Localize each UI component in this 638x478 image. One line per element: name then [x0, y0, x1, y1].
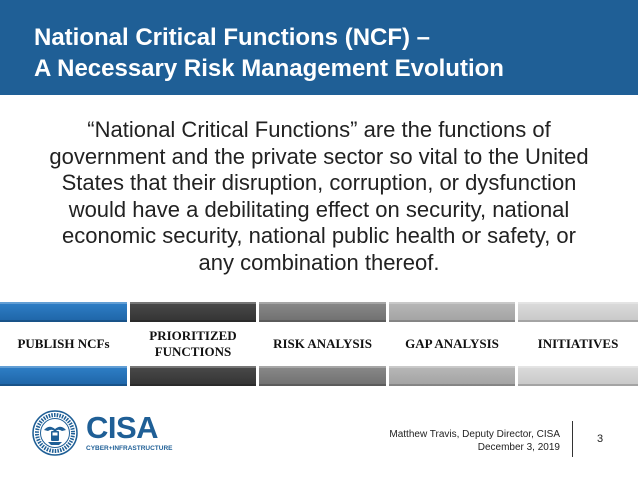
quote-line: would have a debilitating effect on security, national — [68, 196, 570, 222]
step-band-bottom-gap — [389, 366, 515, 386]
step-band-top-risk — [259, 302, 386, 322]
quote-line: economic security, national public health or safety, or — [61, 223, 576, 249]
step-band-bottom-risk — [259, 366, 386, 386]
quote-line: any combination thereof. — [198, 249, 440, 275]
cisa-subtitle: CYBER+INFRASTRUCTURE — [86, 445, 173, 452]
step-prioritized-functions: PRIORITIZED FUNCTIONS — [149, 328, 237, 359]
presenter-name: Matthew Travis, Deputy Director, CISA — [389, 429, 560, 440]
step-gap-analysis: GAP ANALYSIS — [405, 336, 499, 351]
presentation-date: December 3, 2019 — [477, 442, 560, 453]
step-band-bottom-prioritized — [130, 366, 256, 386]
page-number: 3 — [596, 433, 604, 445]
step-band-top-gap — [389, 302, 515, 322]
slide-title-line-1: National Critical Functions (NCF) – — [34, 24, 431, 51]
step-publish-ncfs: PUBLISH NCFs — [17, 336, 110, 351]
step-initiatives: INITIATIVES — [537, 336, 619, 351]
footer-divider — [572, 421, 573, 457]
title-banner — [0, 0, 638, 95]
slide-title-line-2: A Necessary Risk Management Evolution — [34, 55, 504, 82]
step-band-bottom-publish — [0, 366, 127, 386]
quote-line: government and the private sector so vital to the United — [49, 143, 589, 169]
step-risk-analysis: RISK ANALYSIS — [273, 336, 372, 351]
step-band-top-initiatives — [518, 302, 638, 322]
ncf-definition-quote — [4, 117, 634, 277]
step-band-top-prioritized — [130, 302, 256, 322]
step-band-top-publish — [0, 302, 127, 322]
cisa-wordmark: CISA — [86, 410, 159, 445]
step-band-bottom-initiatives — [518, 366, 638, 386]
quote-line: States that their disruption, corruption, or dysfunction — [61, 170, 577, 196]
dhs-seal-icon — [32, 410, 78, 456]
quote-line: “National Critical Functions” are the functions of — [87, 117, 551, 142]
